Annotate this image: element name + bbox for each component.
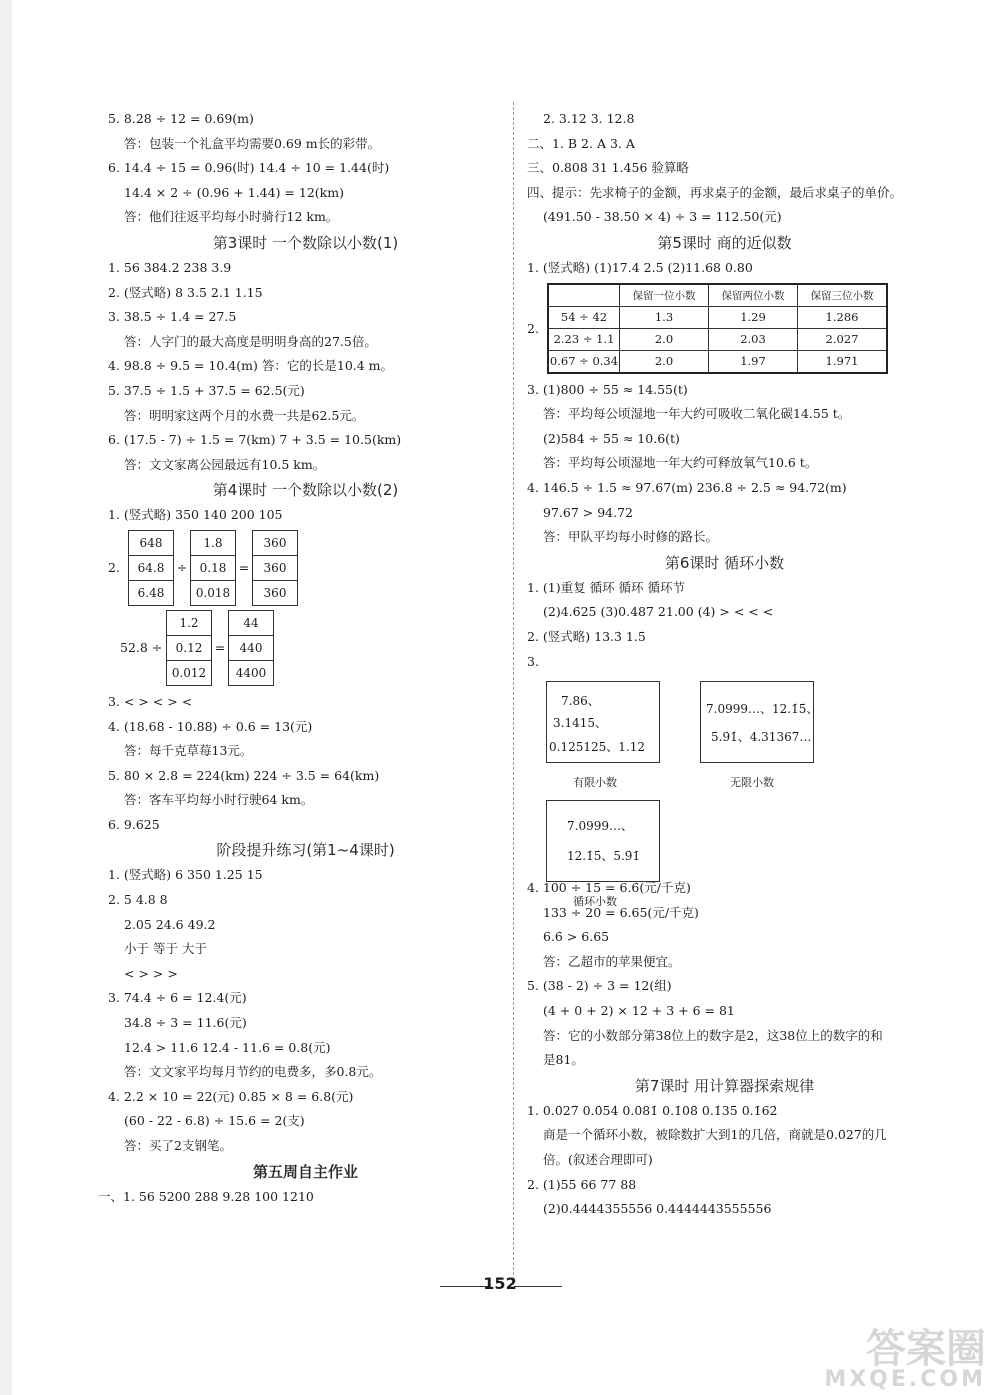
table-cell: 1.971 <box>798 350 888 373</box>
answer-line: 133 ÷ 20 = 6.65(元/千克) <box>543 904 699 920</box>
grid-cell: 4400 <box>229 660 274 685</box>
column-divider <box>513 102 514 1285</box>
answer-line: (4 + 0 + 2) × 12 + 3 + 6 = 81 <box>543 1003 735 1019</box>
table-cell: 0.67 ÷ 0.34 <box>548 350 620 373</box>
answer-line: 小于 等于 大于 <box>124 941 207 957</box>
grid-cell: 648 <box>129 530 174 555</box>
answer-line: 1. (1)重复 循环 循环 循环节 <box>527 579 686 595</box>
infinite-decimal-box <box>700 681 819 763</box>
answer-line: 四、提示：先求椅子的金额，再求桌子的金额，最后求桌子的单价。 <box>527 184 903 200</box>
set-item: 7.86、 <box>561 694 600 708</box>
answer-line: 4. 146.5 ÷ 1.5 ≈ 97.67(m) 236.8 ÷ 2.5 ≈ 94.72(m) <box>527 479 847 495</box>
grid-cell: 0.012 <box>167 660 212 685</box>
answer-line: 5. 37.5 ÷ 1.5 + 37.5 = 62.5(元) <box>108 382 305 398</box>
answer-line: 答：每千克草莓13元。 <box>124 743 253 759</box>
lesson-4-heading: 第4课时 一个数除以小数(2) <box>212 481 399 500</box>
answer-line: 答：包装一个礼盒平均需要0.69 m长的彩带。 <box>124 135 381 151</box>
recurring-decimal-box <box>546 800 660 882</box>
answer-line: 答：文文家平均每月节约的电费多，多0.8元。 <box>124 1064 382 1080</box>
stage-practice-heading: 阶段提升练习(第1~4课时) <box>216 841 395 860</box>
answer-line: 2. (竖式略) 13.3̇ 1.5̇ <box>527 628 646 644</box>
answer-line: 6.6̇ > 6.65 <box>543 929 610 945</box>
finite-decimal-label: 有限小数 <box>573 776 617 789</box>
answer-line: 3. (1)800 ÷ 55 ≈ 14.55(t) <box>527 381 688 397</box>
page-edge-shadow <box>0 0 12 1395</box>
answer-line: 1. 0.0̇27̇ 0.0̇54̇ 0.0̇81̇ 0.1̇08̇ 0.1̇35̇ 0.1̇62̇ <box>527 1102 778 1118</box>
equals-sign: = <box>214 640 226 656</box>
grid-cell: 360 <box>253 530 298 555</box>
answer-line: 14.4 × 2 ÷ (0.96 + 1.44) = 12(km) <box>124 184 344 200</box>
answer-line: 答：客车平均每小时行驶64 km。 <box>124 792 314 808</box>
answer-line: (60 - 22 - 6.8) ÷ 15.6 = 2(支) <box>124 1113 305 1129</box>
answer-line: 答：它的小数部分第38位上的数字是2，这38位上的数字的和 <box>543 1027 883 1043</box>
answer-line: 商是一个循环小数，被除数扩大到1的几倍，商就是0.0̇27̇的几 <box>543 1127 887 1143</box>
answer-line: 答：平均每公顷湿地一年大约可释放氧气10.6 t。 <box>543 455 818 471</box>
grid-cell: 0.18 <box>191 555 236 580</box>
grid-lead-expression: 52.8 ÷ <box>120 640 163 656</box>
answer-line: 1. (竖式略) 350 140 200 105 <box>108 507 283 523</box>
set-item: 7.0999…、12.1̇5̇、 <box>706 702 819 716</box>
answer-line: (2)584 ÷ 55 ≈ 10.6(t) <box>543 430 680 446</box>
left-column <box>98 107 503 1209</box>
table-cell: 54 ÷ 42 <box>548 306 620 328</box>
set-item: 12.1̇5̇、5.9̇1̇ <box>567 849 641 863</box>
grid-cell: 360 <box>253 555 298 580</box>
answer-line: 4. 2.2 × 10 = 22(元) 0.85 × 8 = 6.8(元) <box>108 1088 354 1104</box>
answer-line: 答：人字门的最大高度是明明身高的27.5倍。 <box>124 333 377 349</box>
grid-quotients <box>228 610 274 686</box>
lesson-7-heading: 第7课时 用计算器探索规律 <box>634 1076 815 1095</box>
lesson-6-heading: 第6课时 循环小数 <box>664 553 785 572</box>
grid-dividends <box>128 530 174 606</box>
division-grid-2 <box>120 610 503 686</box>
question-number: 2. <box>527 320 539 336</box>
set-item: 7.0999…、 <box>567 819 633 833</box>
answer-line: 4. (18.68 - 10.88) ÷ 0.6 = 13(元) <box>108 718 313 734</box>
table-header-cell: 保留两位小数 <box>709 284 798 307</box>
set-item: 3.1415、 <box>553 716 607 730</box>
answer-line: 答：乙超市的苹果便宜。 <box>543 953 681 969</box>
table-cell: 1.3 <box>620 306 709 328</box>
grid-cell: 6.48 <box>129 580 174 605</box>
table-cell: 2.03 <box>709 328 798 350</box>
table-cell: 2.23 ÷ 1.1 <box>548 328 620 350</box>
table-cell: 1.29 <box>709 306 798 328</box>
answer-line: 12.4 > 11.6 12.4 - 11.6 = 0.8(元) <box>124 1039 331 1055</box>
answer-line: 答：甲队平均每小时修的路长。 <box>543 529 719 545</box>
divide-sign: ÷ <box>176 560 188 576</box>
answer-line: 2. (竖式略) 8 3.5 2.1 1.15 <box>108 284 263 300</box>
rounding-table <box>547 283 888 374</box>
question-number: 2. <box>108 560 120 576</box>
answer-line: (2)0.4444355556 0.4444443555556 <box>543 1201 772 1217</box>
answer-line: 1. 56 384.2 238 3.9 <box>108 259 232 275</box>
answer-line: 2.05 24.6 49.2 <box>124 916 216 932</box>
answer-line: < > > > <box>124 965 178 981</box>
answer-line: 6. 14.4 ÷ 15 = 0.96(时) 14.4 ÷ 10 = 1.44(时) <box>108 160 390 176</box>
grid-cell: 44 <box>229 610 274 635</box>
answer-line: (491.50 - 38.50 × 4) ÷ 3 = 112.50(元) <box>543 209 782 225</box>
lesson-5-heading: 第5课时 商的近似数 <box>657 233 792 252</box>
answer-line: 2. 3.12 3. 12.8 <box>543 111 635 126</box>
answer-line: 4. 100 ÷ 15 = 6.6̇(元/千克) <box>527 880 691 896</box>
equals-sign: = <box>238 560 250 576</box>
answer-line: 答：平均每公顷湿地一年大约可吸收二氧化碳14.55 t。 <box>543 406 851 422</box>
answer-line: 答：明明家这两个月的水费一共是62.5元。 <box>124 407 365 423</box>
page-number-rule-right <box>514 1286 562 1287</box>
answer-line: 一、1. 56 5200 288 9.28 100 1210 <box>98 1188 314 1204</box>
answer-line: 3. 74.4 ÷ 6 = 12.4(元) <box>108 990 247 1006</box>
grid-cell: 1.2 <box>167 610 212 635</box>
answer-line: 答：文文家离公园最远有10.5 km。 <box>124 456 326 472</box>
answer-line: 2. 5 4.8 8 <box>108 892 168 908</box>
table-cell: 2.0 <box>620 350 709 373</box>
right-column <box>527 107 922 1222</box>
answer-line: 34.8 ÷ 3 = 11.6(元) <box>124 1015 247 1031</box>
answer-line: 6. (17.5 - 7) ÷ 1.5 = 7(km) 7 + 3.5 = 10.5(km) <box>108 432 402 448</box>
lesson-3-heading: 第3课时 一个数除以小数(1) <box>212 233 399 252</box>
set-item: 5.9̇1̇、4.31367… <box>711 730 812 744</box>
table-header-cell: 保留一位小数 <box>620 284 709 307</box>
answer-line: 倍。(叙述合理即可) <box>543 1152 653 1168</box>
answer-line: 5. (38 - 2) ÷ 3 = 12(组) <box>527 978 672 994</box>
grid-cell: 440 <box>229 635 274 660</box>
table-cell: 1.97 <box>709 350 798 373</box>
answer-line: 2. (1)55 66 77 88 <box>527 1176 637 1192</box>
grid-cell: 0.12 <box>167 635 212 660</box>
answer-line: 1. (竖式略) 6 350 1.25 15 <box>108 867 263 883</box>
answer-line: 5. 8.28 ÷ 12 = 0.69(m) <box>108 111 254 126</box>
answer-line: (2)4.6̇25̇ (3)0.487 21.00 (4) > < < < <box>543 604 774 620</box>
set-item: 0.125125、1.12 <box>549 740 645 754</box>
answer-line: 3. < > < > < <box>108 693 193 709</box>
infinite-decimal-label: 无限小数 <box>730 776 774 789</box>
answer-line: 97.67 > 94.72 <box>543 504 633 520</box>
grid-divisors <box>166 610 212 686</box>
site-watermark <box>786 1326 986 1392</box>
watermark-url: MXQE.COM <box>824 1367 986 1392</box>
week-5-homework-heading: 第五周自主作业 <box>252 1162 358 1181</box>
answer-line: 答：买了2支钢笔。 <box>124 1138 232 1153</box>
table-header-cell <box>548 284 620 307</box>
answer-line: 三、0.808 31 1.456 验算略 <box>527 160 689 176</box>
table-cell: 2.0 <box>620 328 709 350</box>
answer-line: 3. 38.5 ÷ 1.4 = 27.5 <box>108 309 237 325</box>
grid-cell: 64.8 <box>129 555 174 580</box>
answer-line: 二、1. B 2. A 3. A <box>527 135 635 151</box>
answer-line: 1. (竖式略) (1)17.4 2.5 (2)11.68 0.80 <box>527 259 753 275</box>
grid-cell: 0.018 <box>191 580 236 605</box>
answer-line: 答：他们往返平均每小时骑行12 km。 <box>124 209 339 225</box>
division-grid-1 <box>108 530 503 606</box>
answer-line: 4. 98.8 ÷ 9.5 = 10.4(m) 答：它的长是10.4 m。 <box>108 358 394 374</box>
grid-cell: 360 <box>253 580 298 605</box>
grid-cell: 1.8 <box>191 530 236 555</box>
table-cell: 1.286 <box>798 306 888 328</box>
finite-decimal-box <box>546 681 660 763</box>
page-number: 152 <box>483 1274 517 1293</box>
grid-divisors <box>190 530 236 606</box>
answer-line: 6. 9.625 <box>108 816 160 832</box>
recurring-decimal-label: 循环小数 <box>573 895 617 908</box>
table-cell: 2.027 <box>798 328 888 350</box>
watermark-logo-text: 答案圈 <box>866 1326 986 1372</box>
table-header-cell: 保留三位小数 <box>798 284 888 307</box>
grid-quotients <box>252 530 298 606</box>
answer-line: 5. 80 × 2.8 = 224(km) 224 ÷ 3.5 = 64(km) <box>108 767 380 783</box>
answer-line: 是81。 <box>543 1052 584 1068</box>
answer-line: 3. <box>527 653 539 669</box>
rounding-table-row <box>527 283 922 374</box>
